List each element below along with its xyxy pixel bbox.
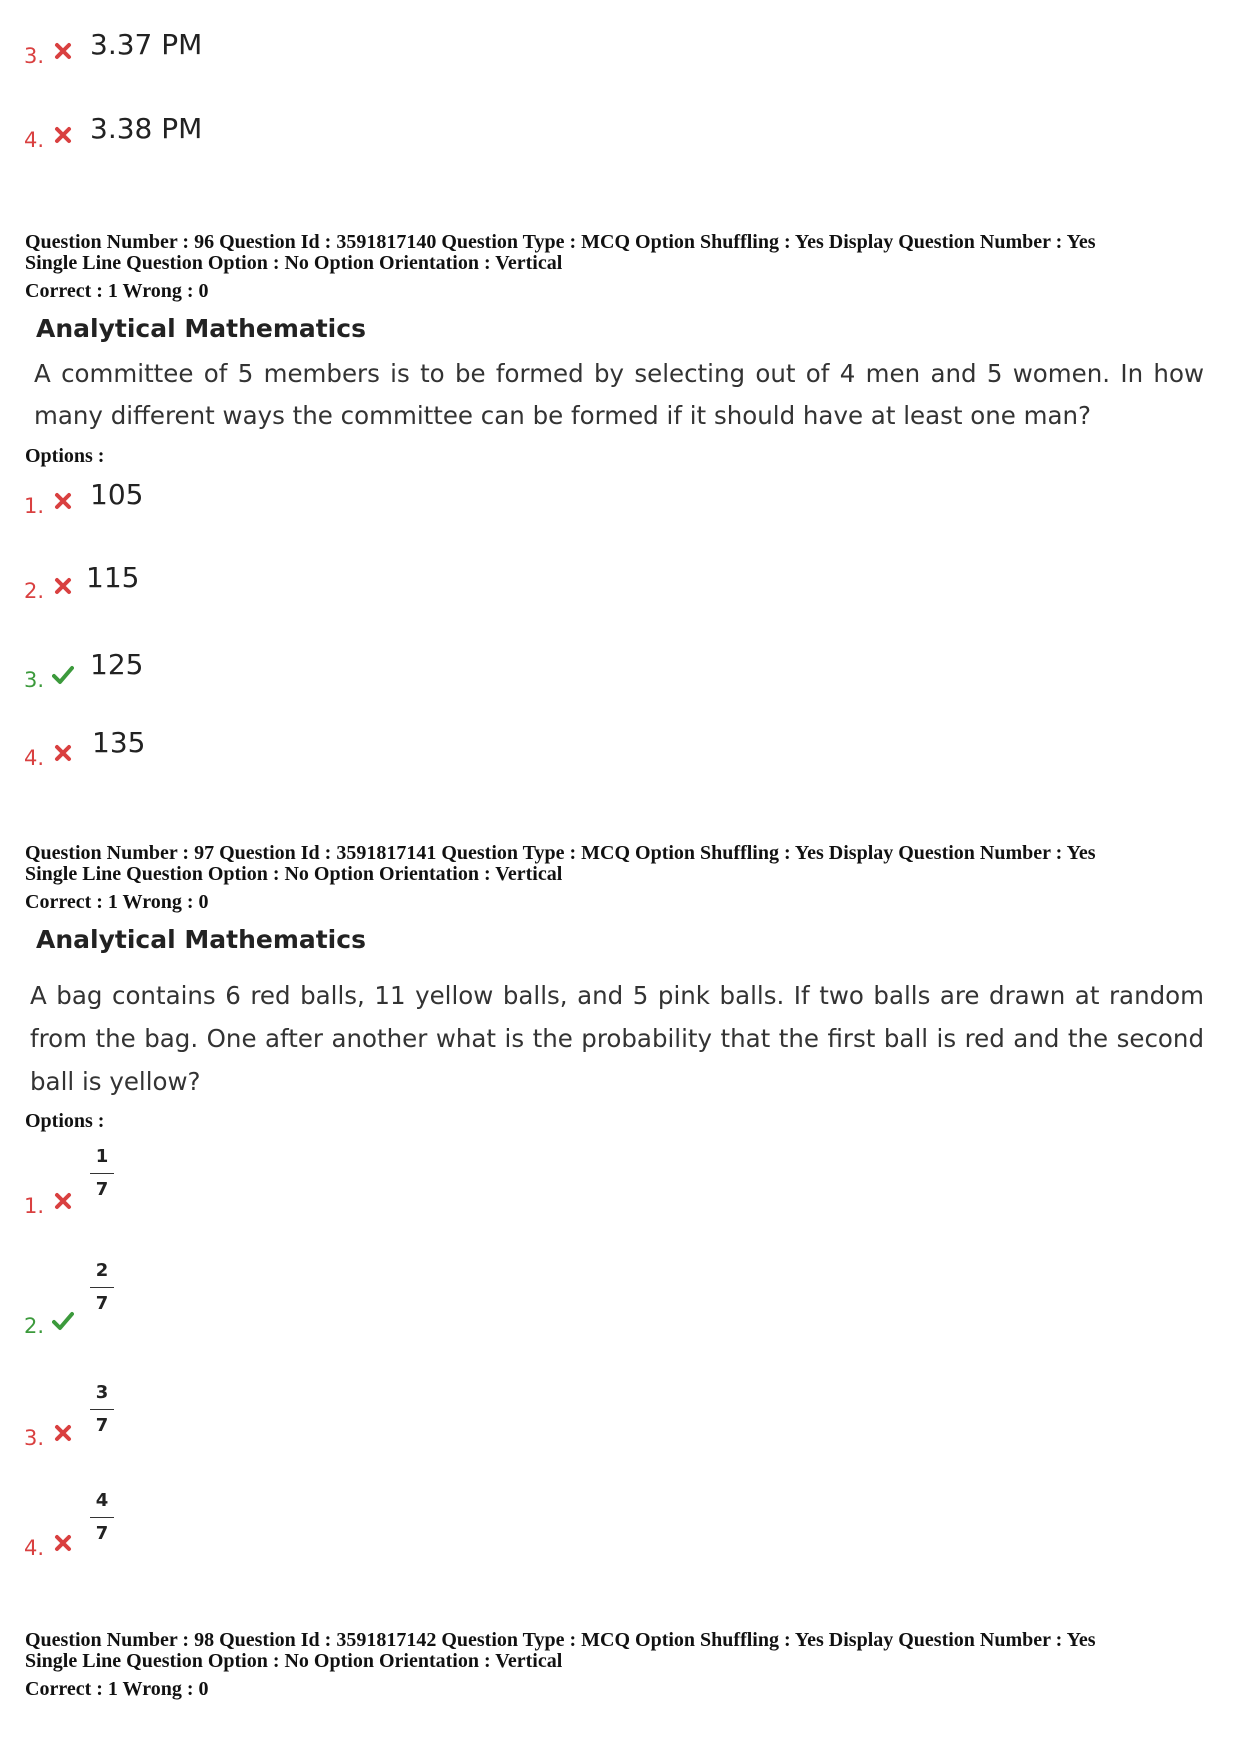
fraction-value [90, 1146, 114, 1201]
option-number: 1. [24, 494, 45, 518]
option-row [0, 1254, 1200, 1344]
check-icon [52, 1311, 74, 1331]
option-number: 2. [24, 1314, 45, 1338]
fraction-bar [90, 1173, 114, 1174]
fraction-bar [90, 1517, 114, 1518]
question-meta-line: Single Line Question Option : No Option Orientation : Vertical [25, 252, 563, 274]
question-meta-line: Single Line Question Option : No Option Orientation : Vertical [25, 1650, 563, 1672]
option-row [0, 648, 1200, 712]
question-subject: Analytical Mathematics [36, 925, 366, 954]
fraction-denominator: 7 [95, 1179, 109, 1200]
fraction-denominator: 7 [95, 1293, 109, 1314]
fraction-numerator: 2 [95, 1260, 109, 1281]
cross-icon [54, 744, 72, 762]
option-row [0, 1140, 1200, 1230]
question-meta-line: Question Number : 96 Question Id : 3591817140 Question Type : MCQ Option Shuffling : Yes Display Question Number : Yes [25, 231, 1096, 253]
cross-icon [54, 42, 72, 60]
cross-icon [54, 126, 72, 144]
option-number: 4. [24, 128, 45, 152]
fraction-denominator: 7 [95, 1415, 109, 1436]
option-row [0, 563, 1200, 623]
question-subject: Analytical Mathematics [36, 314, 366, 343]
option-number: 1. [24, 1194, 45, 1218]
option-row [0, 112, 1200, 172]
option-number: 3. [24, 1426, 45, 1450]
question-score-line: Correct : 1 Wrong : 0 [25, 1678, 209, 1700]
cross-icon [54, 1534, 72, 1552]
question-meta-line: Question Number : 98 Question Id : 3591817142 Question Type : MCQ Option Shuffling : Yes Display Question Number : Yes [25, 1629, 1096, 1651]
cross-icon [54, 577, 72, 595]
option-row [0, 726, 1200, 790]
fraction-numerator: 3 [95, 1382, 109, 1403]
cross-icon [54, 1192, 72, 1210]
option-row [0, 478, 1200, 538]
question-meta-line: Single Line Question Option : No Option Orientation : Vertical [25, 863, 563, 885]
option-value: 3.38 PM [90, 112, 203, 145]
option-row [0, 1376, 1200, 1466]
option-value: 135 [92, 726, 146, 759]
fraction-denominator: 7 [95, 1523, 109, 1544]
fraction-numerator: 4 [95, 1490, 109, 1511]
option-value: 115 [86, 561, 140, 594]
fraction-bar [90, 1409, 114, 1410]
options-label: Options : [25, 1110, 105, 1132]
options-label: Options : [25, 445, 105, 467]
question-text: A bag contains 6 red balls, 11 yellow balls, and 5 pink balls. If two balls are drawn at random from the bag. One after another what is the probability that the first ball is red and the second ball is yellow? [30, 981, 1204, 1096]
fraction-value [90, 1260, 114, 1315]
option-number: 3. [24, 668, 45, 692]
question-text: A committee of 5 members is to be formed by selecting out of 4 men and 5 women. In how many different ways the committee can be formed if it should have at least one man? [34, 359, 1204, 430]
question-meta-line: Question Number : 97 Question Id : 3591817141 Question Type : MCQ Option Shuffling : Yes Display Question Number : Yes [25, 842, 1096, 864]
option-value: 3.37 PM [90, 28, 203, 61]
question-score-line: Correct : 1 Wrong : 0 [25, 891, 209, 913]
option-row [0, 1486, 1200, 1576]
option-value: 105 [90, 478, 144, 511]
cross-icon [54, 1424, 72, 1442]
option-number: 2. [24, 579, 45, 603]
fraction-value [90, 1382, 114, 1437]
cross-icon [54, 492, 72, 510]
option-number: 3. [24, 44, 45, 68]
check-icon [52, 665, 74, 685]
fraction-bar [90, 1287, 114, 1288]
fraction-value [90, 1490, 114, 1545]
option-value: 125 [90, 648, 144, 681]
fraction-numerator: 1 [95, 1146, 109, 1167]
option-number: 4. [24, 746, 45, 770]
option-number: 4. [24, 1536, 45, 1560]
option-row [0, 28, 1200, 88]
question-score-line: Correct : 1 Wrong : 0 [25, 280, 209, 302]
